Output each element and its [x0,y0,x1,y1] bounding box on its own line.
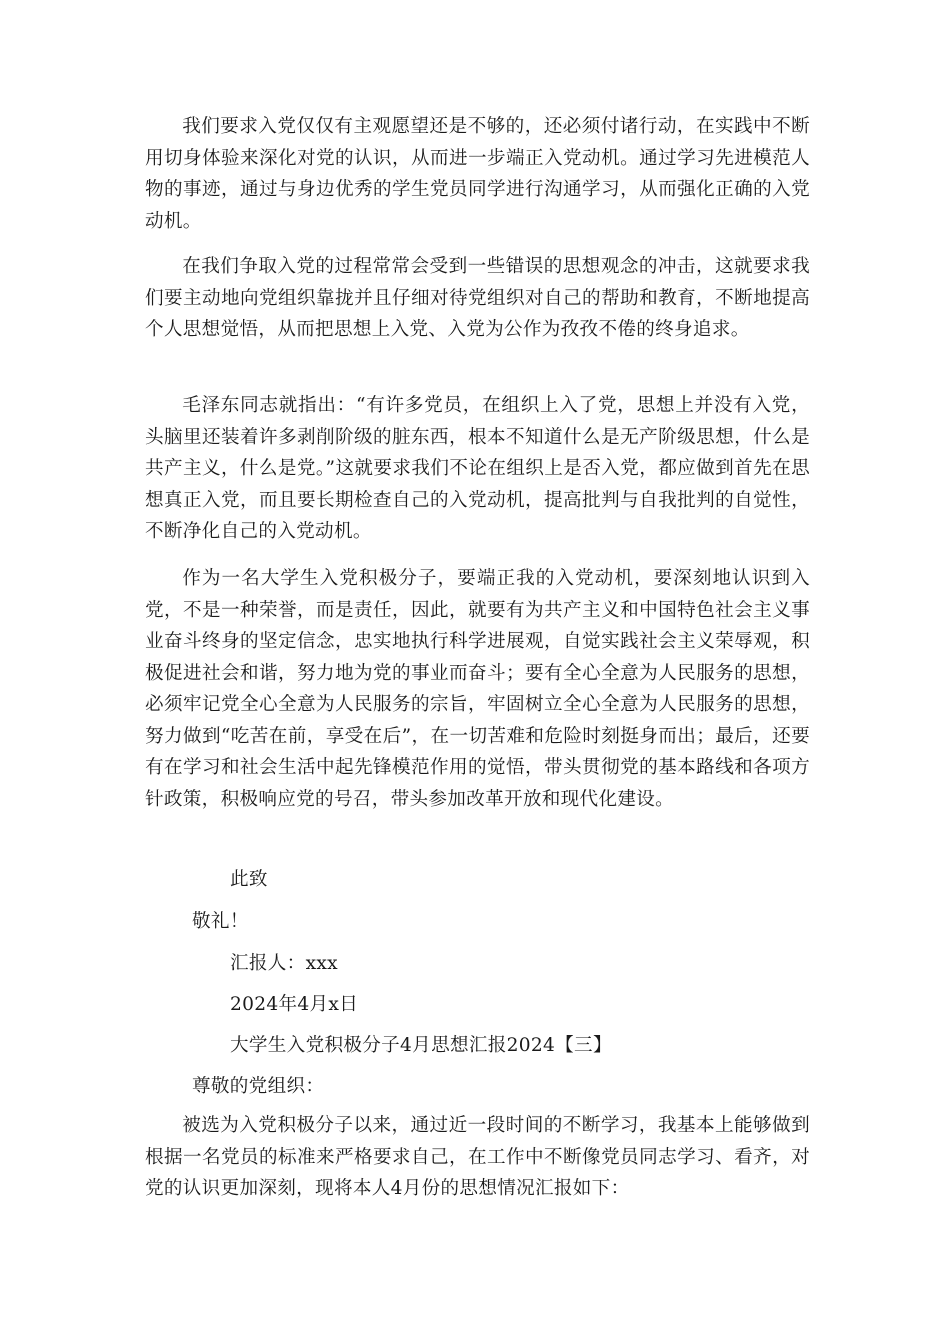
greeting-text: 尊敬的党组织： [192,1076,325,1097]
date-line: 2024年4月x日 [230,994,359,1015]
body-paragraph: 毛泽东同志就指出：“有许多党员，在组织上入了党，思想上并没有入党，头脑里还装着许多剥削阶级的脏东西，根本不知道什么是无产阶级思想，什么是共产主义，什么是党。”这就要求我们不论在组织上是否入党，都应做到首先在思想真正入党，而且要长期检查自己的入党动机，提高批判与自我批判的自觉性，不断净化自己的入党动机。 [145,395,810,542]
body-paragraph: 在我们争取入党的过程常常会受到一些错误的思想观念的冲击，这就要求我们要主动地向党组织靠拢并且仔细对待党组织对自己的帮助和教育，不断地提高个人思想觉悟，从而把思想上入党、入党为公作为孜孜不倦的终身追求。 [145,256,810,340]
salute-text: 敬礼！ [192,911,249,932]
body-paragraph: 作为一名大学生入党积极分子，要端正我的入党动机，要深刻地认识到入党，不是一种荣誉，而是责任，因此，就要有为共产主义和中国特色社会主义事业奋斗终身的坚定信念，忠实地执行科学进展观，自觉实践社会主义荣辱观，积极促进社会和谐，努力地为党的事业而奋斗；要有全心全意为人民服务的思想，必须牢记党全心全意为人民服务的宗旨，牢固树立全心全意为人民服务的思想，努力做到“吃苦在前，享受在后”，在一切苦难和危险时刻挺身而出；最后，还要有在学习和社会生活中起先锋模范作用的觉悟，带头贯彻党的基本路线和各项方针政策，积极响应党的号召，带头参加改革开放和现代化建设。 [145,568,810,810]
body-paragraph: 我们要求入党仅仅有主观愿望还是不够的，还必须付诸行动，在实践中不断用切身体验来深化对党的认识，从而进一步端正入党动机。通过学习先进模范人物的事迹，通过与身边优秀的学生党员同学进行沟通学习，从而强化正确的入党动机。 [145,116,810,232]
section-title: 大学生入党积极分子4月思想汇报2024【三】 [230,1035,612,1056]
closing-text: 此致 [230,869,268,890]
reporter-line: 汇报人：xxx [230,953,338,974]
body-paragraph: 被选为入党积极分子以来，通过近一段时间的不断学习，我基本上能够做到根据一名党员的标准来严格要求自己，在工作中不断像党员同志学习、看齐，对党的认识更加深刻，现将本人4月份的思想情况汇报如下： [145,1115,810,1199]
